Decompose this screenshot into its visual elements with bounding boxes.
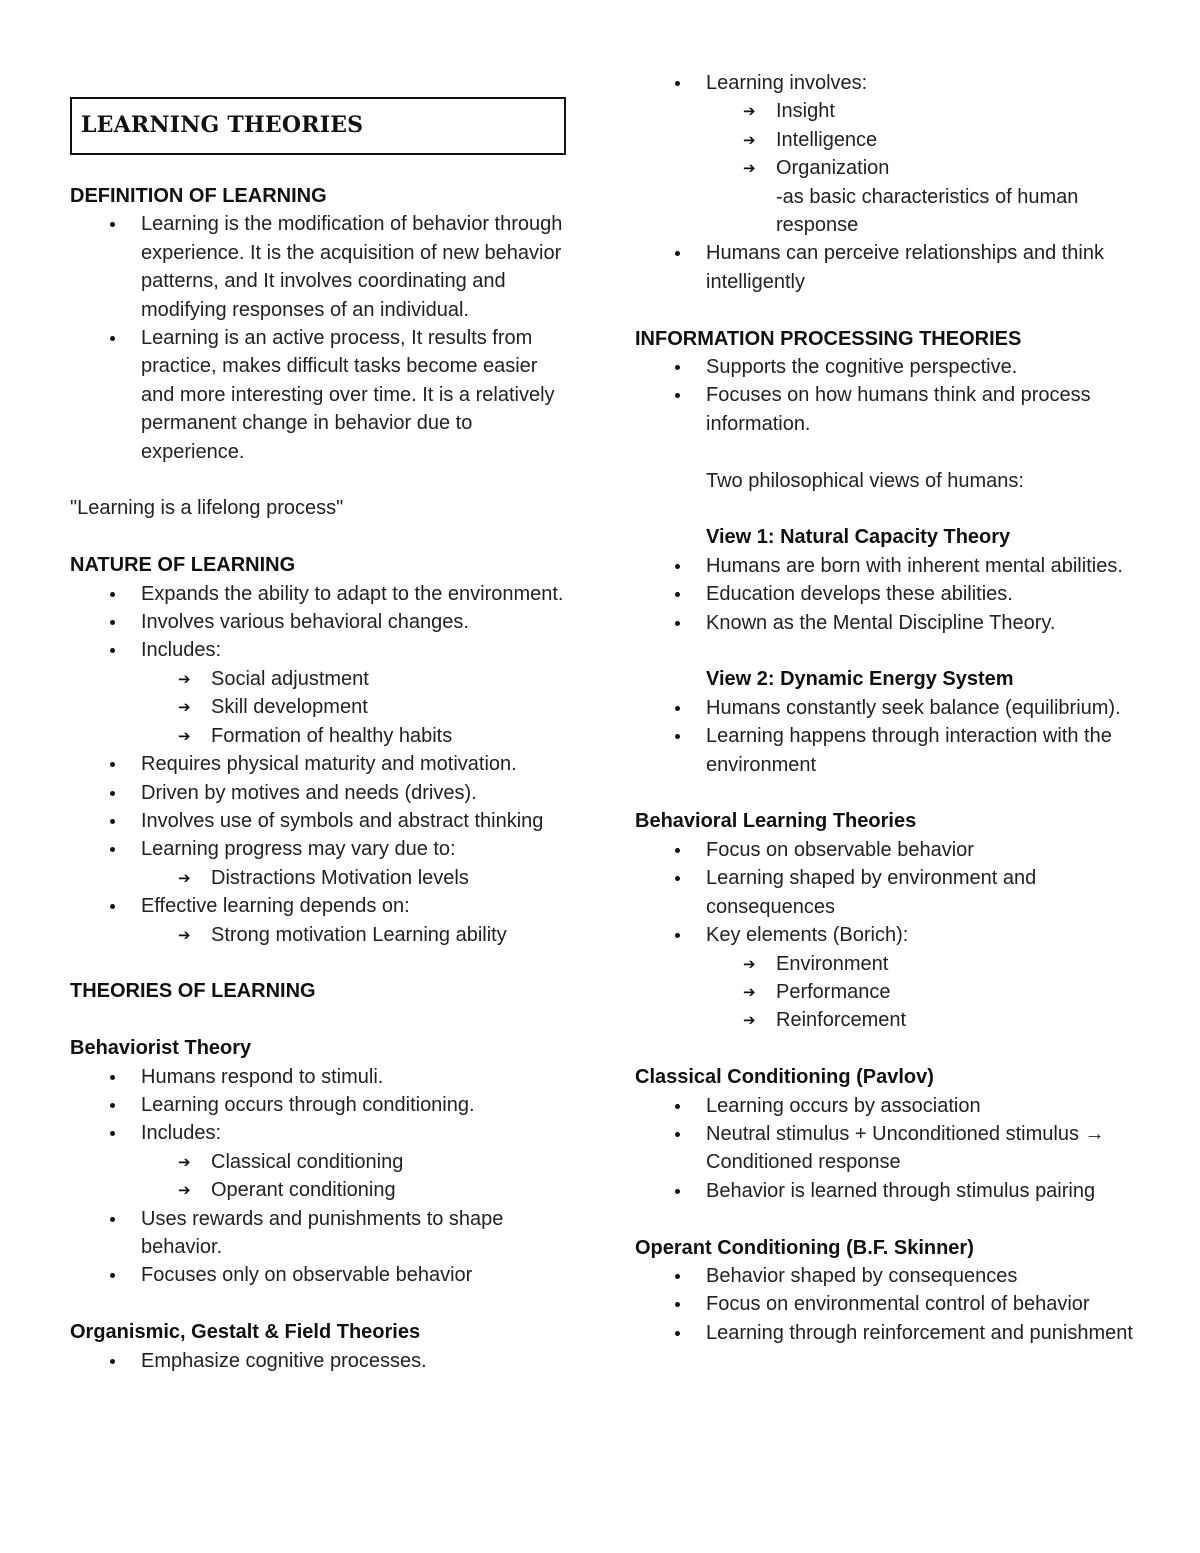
- arrow-icon: ➔: [743, 1011, 756, 1030]
- list-item: Learning is the modification of behavior through experience. It is the acquisition of new behavior patterns, and It involves coordinating and modifying responses of an individual.: [70, 210, 570, 324]
- arrow-icon: ➔: [178, 698, 191, 717]
- list-item: Learning is an active process, It results from practice, makes difficult tasks become easier and more interesting over time. It is a relatively permanent change in behavior due to experience.: [70, 324, 570, 466]
- list-item: Behavior shaped by consequences: [635, 1262, 1135, 1290]
- behavioral-heading: Behavioral Learning Theories: [635, 810, 917, 833]
- arrow-icon: ➔: [178, 726, 191, 745]
- right-flow: [635, 69, 1135, 1347]
- list-item: Focus on environmental control of behavior: [635, 1290, 1135, 1318]
- sub-list-item: ➔ Operant conditioning: [70, 1176, 570, 1204]
- operant-list: [635, 1262, 1135, 1347]
- view2-heading: View 2: Dynamic Energy System: [706, 668, 1014, 691]
- arrow-icon: ➔: [743, 159, 756, 178]
- list-item: Emphasize cognitive processes.: [70, 1347, 570, 1375]
- list-item: Humans can perceive relationships and think intelligently: [635, 239, 1135, 296]
- view2-list: [635, 694, 1135, 779]
- arrow-icon: ➔: [743, 130, 756, 149]
- list-item: Behavior is learned through stimulus pairing: [635, 1177, 1135, 1205]
- page-title: LEARNING THEORIES: [81, 112, 364, 138]
- arrow-icon: ➔: [178, 1152, 191, 1171]
- sub-list-item: ➔ Social adjustment: [70, 665, 570, 693]
- arrow-icon: ➔: [743, 982, 756, 1001]
- classical-heading: Classical Conditioning (Pavlov): [635, 1066, 934, 1089]
- list-item: Focus on observable behavior: [635, 836, 1135, 864]
- arrow-icon: ➔: [743, 954, 756, 973]
- list-item: Neutral stimulus + Unconditioned stimulus → Conditioned response: [635, 1120, 1135, 1177]
- list-item: Includes:: [70, 1119, 570, 1147]
- list-item: Key elements (Borich):: [635, 921, 1135, 949]
- sub-list-item: ➔ Formation of healthy habits: [70, 722, 570, 750]
- view1-heading: View 1: Natural Capacity Theory: [706, 526, 1011, 549]
- sub-note: -as basic characteristics of human response: [776, 185, 1079, 237]
- list-item: Expands the ability to adapt to the environment.: [70, 580, 570, 608]
- left-flow: [70, 182, 570, 1375]
- sub-list-item: ➔ Organization: [635, 154, 1135, 182]
- behavioral-list: [635, 836, 1135, 1035]
- sub-list-item: ➔ Distractions Motivation levels: [70, 864, 570, 892]
- gestalt-heading: Organismic, Gestalt & Field Theories: [70, 1321, 421, 1344]
- list-item: Learning happens through interaction with the environment: [635, 722, 1135, 779]
- title-box: [70, 97, 566, 155]
- gestalt-list: [70, 1347, 570, 1375]
- list-item: Involves use of symbols and abstract thinking: [70, 807, 570, 835]
- sub-list-item: ➔ Strong motivation Learning ability: [70, 921, 570, 949]
- list-item: Humans are born with inherent mental abilities.: [635, 552, 1135, 580]
- list-item: Learning occurs by association: [635, 1092, 1135, 1120]
- sub-list-item: ➔ Skill development: [70, 693, 570, 721]
- definition-heading: DEFINITION OF LEARNING: [70, 185, 327, 207]
- arrow-icon: ➔: [178, 1181, 191, 1200]
- sub-list-item: ➔ Reinforcement: [635, 1006, 1135, 1034]
- list-item: Education develops these abilities.: [635, 580, 1135, 608]
- sub-list-item: ➔ Environment: [635, 950, 1135, 978]
- arrow-icon: ➔: [743, 102, 756, 121]
- nature-list: [70, 580, 570, 949]
- sub-list-item: ➔ Performance: [635, 978, 1135, 1006]
- gestalt-cont-list: [635, 69, 1135, 296]
- classical-list: [635, 1092, 1135, 1206]
- list-item: Effective learning depends on:: [70, 892, 570, 920]
- definition-list: [70, 210, 570, 466]
- list-item: Focuses on how humans think and process information.: [635, 381, 1135, 438]
- quote: "Learning is a lifelong process": [70, 497, 344, 520]
- list-item: Driven by motives and needs (drives).: [70, 779, 570, 807]
- arrow-icon: ➔: [178, 868, 191, 887]
- view1-list: [635, 552, 1135, 637]
- behaviorist-heading: Behaviorist Theory: [70, 1037, 252, 1060]
- list-item: Focuses only on observable behavior: [70, 1261, 570, 1289]
- list-item: Involves various behavioral changes.: [70, 608, 570, 636]
- list-item: Learning through reinforcement and punishment: [635, 1319, 1135, 1347]
- sub-list-item: ➔ Insight: [635, 97, 1135, 125]
- arrow-icon: ➔: [178, 669, 191, 688]
- list-item: Learning shaped by environment and consequences: [635, 864, 1135, 921]
- nature-heading: NATURE OF LEARNING: [70, 554, 296, 577]
- list-item: Learning involves:: [635, 69, 1135, 97]
- list-item: Humans respond to stimuli.: [70, 1063, 570, 1091]
- behaviorist-list: [70, 1063, 570, 1290]
- arrow-icon: ➔: [178, 925, 191, 944]
- operant-heading: Operant Conditioning (B.F. Skinner): [635, 1236, 974, 1259]
- info-heading: INFORMATION PROCESSING THEORIES: [635, 327, 1022, 350]
- list-item: Learning occurs through conditioning.: [70, 1091, 570, 1119]
- list-item: Learning progress may vary due to:: [70, 835, 570, 863]
- list-item: Supports the cognitive perspective.: [635, 353, 1135, 381]
- info-list: [635, 353, 1135, 438]
- list-item: Humans constantly seek balance (equilibrium).: [635, 694, 1135, 722]
- list-item: Uses rewards and punishments to shape behavior.: [70, 1205, 570, 1262]
- list-item: Requires physical maturity and motivation.: [70, 750, 570, 778]
- list-item: Includes:: [70, 636, 570, 664]
- sub-list-item: ➔ Classical conditioning: [70, 1148, 570, 1176]
- list-item: Known as the Mental Discipline Theory.: [635, 609, 1135, 637]
- views-intro: Two philosophical views of humans:: [706, 469, 1024, 492]
- sub-list-item: ➔ Intelligence: [635, 126, 1135, 154]
- theories-heading: THEORIES OF LEARNING: [70, 980, 316, 1003]
